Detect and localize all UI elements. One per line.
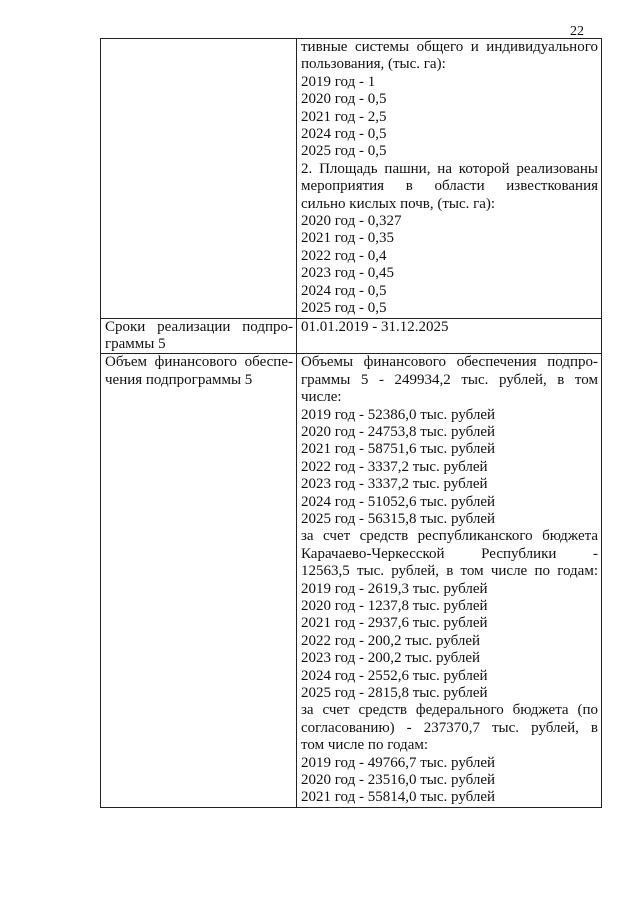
- period-value-cell: [297, 318, 602, 354]
- text-line: Карачаево-Черкесской Республики -: [301, 545, 598, 562]
- text-line: сильно кислых почв, (тыс. га):: [301, 195, 496, 212]
- text-line: 2020 год - 0,327: [301, 213, 402, 230]
- text-line: согласованию) - 237370,7 тыс. рублей, в: [301, 719, 598, 736]
- text-line: за счет средств республиканского бюджета: [301, 528, 598, 545]
- text-line: 2024 год - 2552,6 тыс. рублей: [301, 667, 488, 684]
- text-line: пользования, (тыс. га):: [301, 56, 446, 73]
- text-line: за счет средств федерального бюджета (по: [301, 702, 598, 719]
- indicators-label-cell: [101, 39, 297, 319]
- text-line: 2020 год - 1237,8 тыс. рублей: [301, 598, 488, 614]
- text-line: 2025 год - 56315,8 тыс. рублей: [301, 510, 496, 527]
- text-line: 01.01.2019 - 31.12.2025: [301, 318, 449, 335]
- text-line: 2021 год - 0,35: [301, 230, 394, 247]
- financing-label-cell: [101, 354, 297, 808]
- text-line: 12563,5 тыс. рублей, в том числе по годам:: [301, 563, 598, 580]
- period-label-cell: [101, 318, 297, 354]
- text-line: 2023 год - 0,45: [301, 265, 394, 282]
- page-number: 22: [570, 24, 584, 39]
- text-line: 2025 год - 0,5: [301, 143, 387, 160]
- text-line: 2021 год - 58751,6 тыс. рублей: [301, 441, 496, 458]
- text-line: 2021 год - 55814,0 тыс. рублей: [301, 789, 496, 806]
- text-line: 2019 год - 49766,7 тыс. рублей: [301, 754, 496, 771]
- text-line: тивные системы общего и индивидуального: [301, 39, 598, 55]
- text-line: 2019 год - 52386,0 тыс. рублей: [301, 406, 496, 423]
- text-line: мероприятия в области известкования: [301, 178, 598, 195]
- text-line: 2025 год - 0,5: [301, 300, 387, 317]
- text-line: 2019 год - 1: [301, 73, 376, 90]
- text-line: чения подпрограммы 5: [105, 371, 253, 388]
- text-line: 2020 год - 24753,8 тыс. рублей: [301, 423, 496, 440]
- indicators-value-cell: [297, 39, 602, 319]
- text-line: 2020 год - 23516,0 тыс. рублей: [301, 772, 496, 789]
- text-line: 2024 год - 0,5: [301, 126, 387, 143]
- financing-value-cell: [297, 354, 602, 808]
- text-line: 2021 год - 2,5: [301, 108, 387, 125]
- table-row-financing: [101, 354, 602, 808]
- table-row-indicators: [101, 39, 602, 319]
- text-line: Сроки реализации подпро-: [105, 318, 293, 335]
- text-line: 2. Площадь пашни, на которой реализованы: [301, 160, 598, 177]
- text-line: 2024 год - 0,5: [301, 282, 387, 299]
- text-line: том числе по годам:: [301, 737, 429, 754]
- text-line: 2021 год - 2937,6 тыс. рублей: [301, 615, 488, 632]
- text-line: 2024 год - 51052,6 тыс. рублей: [301, 493, 496, 510]
- text-line: 2020 год - 0,5: [301, 91, 387, 108]
- text-line: 2022 год - 0,4: [301, 247, 387, 264]
- passport-table: [100, 38, 602, 808]
- table-row-period: [101, 318, 602, 354]
- text-line: Объемы финансового обеспечения подпро-: [301, 354, 598, 371]
- text-line: граммы 5 - 249934,2 тыс. рублей, в том: [301, 371, 598, 388]
- text-line: 2023 год - 200,2 тыс. рублей: [301, 650, 481, 667]
- text-line: граммы 5: [105, 335, 166, 352]
- text-line: 2025 год - 2815,8 тыс. рублей: [301, 685, 488, 702]
- text-line: 2022 год - 200,2 тыс. рублей: [301, 632, 481, 649]
- text-line: 2022 год - 3337,2 тыс. рублей: [301, 458, 488, 475]
- text-line: Объем финансового обеспе-: [105, 354, 293, 371]
- text-line: 2019 год - 2619,3 тыс. рублей: [301, 580, 488, 597]
- text-line: числе:: [301, 389, 342, 406]
- text-line: 2023 год - 3337,2 тыс. рублей: [301, 476, 488, 493]
